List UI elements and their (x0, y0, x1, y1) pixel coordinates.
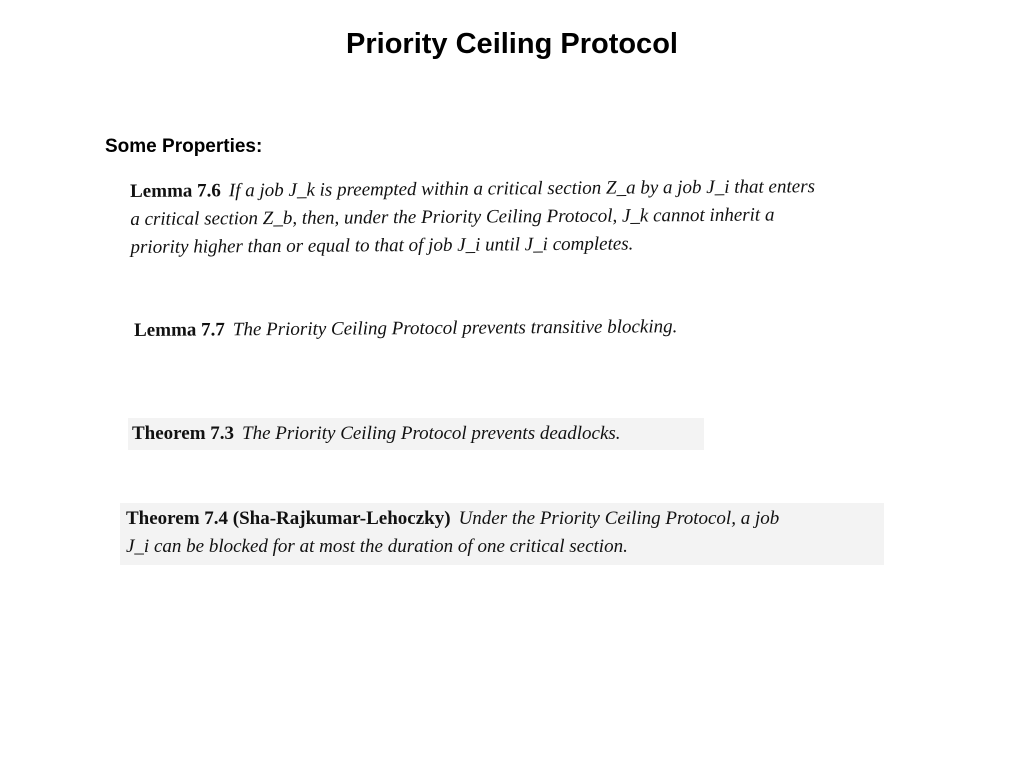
lemma-7-7 (134, 313, 774, 345)
lemma-7-6-label: Lemma 7.6 (130, 180, 221, 202)
theorem-7-4-line1 (126, 505, 878, 533)
section-subtitle: Some Properties: (105, 136, 263, 157)
theorem-7-4-label: Theorem 7.4 (Sha-Rajkumar-Lehoczky) (126, 508, 451, 529)
theorem-7-3 (128, 418, 704, 450)
theorem-7-3-text: The Priority Ceiling Protocol prevents deadlocks. (242, 423, 621, 444)
slide-title: Priority Ceiling Protocol (346, 28, 678, 60)
theorem-7-3-label: Theorem 7.3 (132, 423, 235, 444)
theorem-7-4-text-line1: Under the Priority Ceiling Protocol, a job (458, 508, 780, 529)
theorem-7-4 (120, 503, 884, 565)
lemma-7-6-text-line1: If a job J_k is preempted within a critical section Z_a by a job J_i that enters (228, 176, 816, 202)
lemma-7-7-text: The Priority Ceiling Protocol prevents transitive blocking. (232, 316, 678, 341)
lemma-7-7-label: Lemma 7.7 (134, 319, 225, 341)
lemma-7-6-line1 (130, 173, 890, 206)
lemma-7-6-text-line3: priority higher than or equal to that of job J_i until J_i completes. (130, 233, 634, 258)
lemma-7-6 (130, 173, 891, 262)
lemma-7-6-text-line2: a critical section Z_b, then, under the Priority Ceiling Protocol, J_k cannot inherit a (130, 204, 775, 230)
theorem-7-4-text-line2: J_i can be blocked for at most the duration of one critical section. (126, 536, 628, 557)
